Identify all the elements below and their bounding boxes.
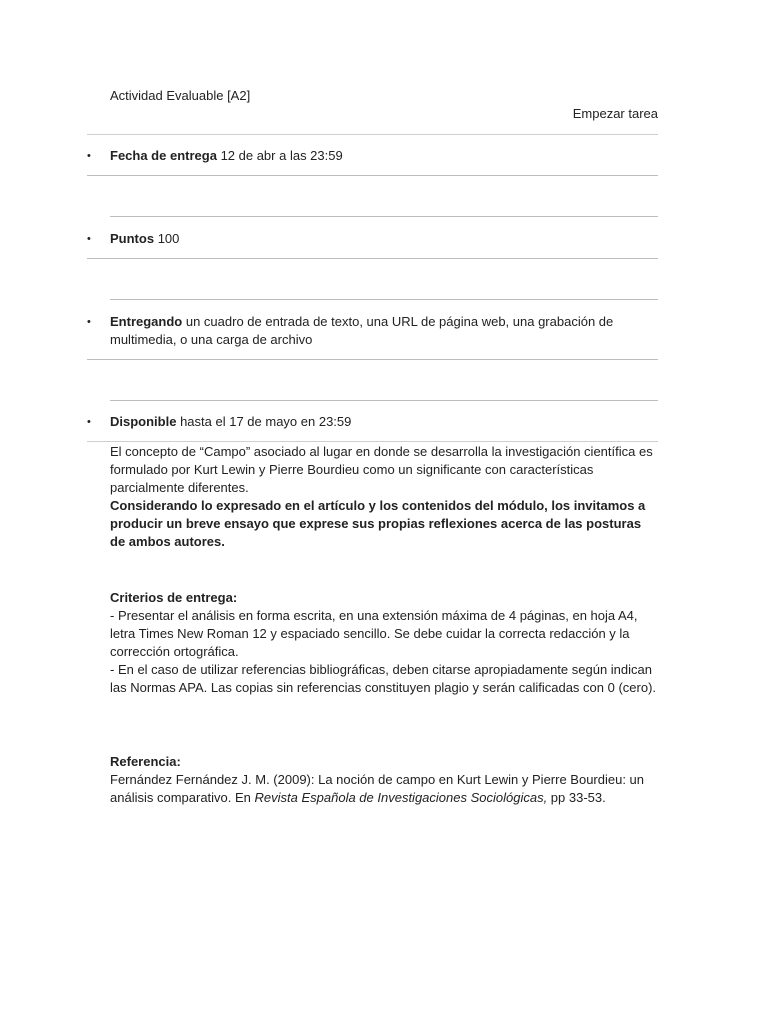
divider <box>110 216 658 217</box>
points-label: Puntos <box>110 231 155 246</box>
divider <box>87 359 658 360</box>
due-date-value: 12 de abr a las 23:59 <box>220 148 343 163</box>
due-date-label: Fecha de entrega <box>110 148 217 163</box>
submission-types-text <box>110 313 658 349</box>
criteria-item: - Presentar el análisis en forma escrita, en una extensión máxima de 4 páginas, en hoja A4, letra Times New Roman 12 y espaciado sencillo. Se debe cuidar la correcta redacción y la corrección ortográfica. <box>110 608 638 659</box>
points-value: 100 <box>157 231 180 246</box>
divider <box>87 175 658 176</box>
divider <box>110 299 658 300</box>
reference-section <box>110 753 658 807</box>
availability-text <box>110 413 658 431</box>
divider <box>87 441 658 442</box>
divider <box>87 134 658 135</box>
submission-types-value: un cuadro de entrada de texto, una URL de página web, una grabación de multimedia, o una carga de archivo <box>110 314 614 347</box>
reference-citation <box>110 771 658 807</box>
divider <box>87 258 658 259</box>
reference-text: Fernández Fernández J. M. (2009): La noción de campo en Kurt Lewin y Pierre Bourdieu: un análisis comparativo. En <box>110 772 645 805</box>
invitation-paragraph: Considerando lo expresado en el artículo y los contenidos del módulo, los invitamos a producir un breve ensayo que exprese sus propias reflexiones acerca de las posturas de ambos autores. <box>110 498 646 549</box>
availability-label: Disponible <box>110 414 177 429</box>
reference-heading: Referencia: <box>110 754 181 769</box>
criteria-item: - En el caso de utilizar referencias bibliográficas, deben citarse apropiadamente según indican las Normas APA. Las copias sin referencias constituyen plagio y serán calificadas con 0 (cero). <box>110 662 657 695</box>
submission-types-label: Entregando <box>110 314 183 329</box>
criteria-section <box>110 589 658 697</box>
points-text <box>110 230 658 248</box>
bullet-icon: • <box>87 150 91 162</box>
reference-pages: pp 33-53. <box>547 790 606 805</box>
criteria-heading: Criterios de entrega: <box>110 590 238 605</box>
start-assignment-button[interactable]: Empezar tarea <box>572 106 658 121</box>
assignment-description <box>110 443 658 551</box>
bullet-icon: • <box>87 316 91 328</box>
bullet-icon: • <box>87 233 91 245</box>
reference-journal: Revista Española de Investigaciones Sociológicas, <box>254 790 548 805</box>
availability-value: hasta el 17 de mayo en 23:59 <box>180 414 352 429</box>
due-date-text <box>110 147 658 165</box>
bullet-icon: • <box>87 416 91 428</box>
divider <box>110 400 658 401</box>
assignment-title: Actividad Evaluable [A2] <box>110 88 251 103</box>
intro-paragraph: El concepto de “Campo” asociado al lugar en donde se desarrolla la investigación científica es formulado por Kurt Lewin y Pierre Bourdieu como un significante con características parcialmente diferentes. <box>110 444 653 495</box>
